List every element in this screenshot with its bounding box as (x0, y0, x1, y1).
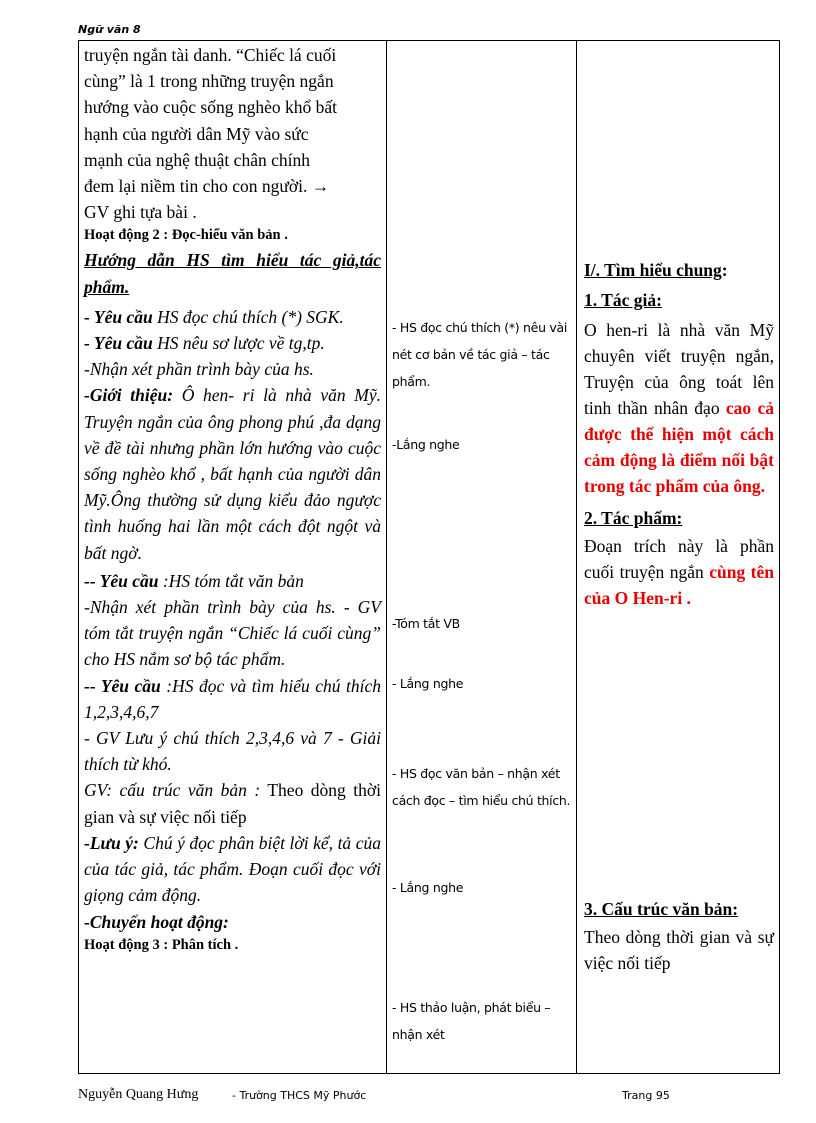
intro-line: hướng vào cuộc sống nghèo khổ bất (84, 97, 337, 118)
intro-line: cùng” là 1 trong những truyện ngắn (84, 71, 334, 92)
note-text: Chú ý đọc phân biệt lời kể, tả của của tác giả, tác phẩm. Đoạn cuối đọc với giọng cảm động. (84, 832, 381, 906)
work-heading (584, 503, 774, 533)
note-label: -Lưu ý: (84, 832, 139, 853)
work-heading-text: 2. Tác phẩm: (584, 508, 683, 528)
activity-3-heading: Hoạt động 3 : Phân tích . (84, 936, 239, 953)
student-activity-3: -Tóm tắt VB (392, 616, 460, 631)
request-text: HS nêu sơ lược về tg,tp. (152, 333, 325, 354)
author-paragraph (584, 317, 774, 499)
request-text: :HS tóm tắt văn bản (158, 570, 304, 591)
student-activity-2: -Lắng nghe (392, 437, 460, 452)
introduction-label: -Giới thiệu: (84, 385, 174, 406)
work-text: Đoạn trích này là phần cuối truyện ngắn (584, 536, 774, 582)
request-1 (84, 304, 381, 330)
comment-1: -Nhận xét phần trình bày của hs. (84, 359, 314, 380)
structure-text: Theo dòng thời gian và sự việc nối tiếp (84, 780, 381, 827)
structure-heading (584, 894, 774, 924)
author-text: O hen-ri là nhà văn Mỹ chuyên viết truyện ngắn, Truyện của ông toát lên tinh thần nhân đạo (584, 320, 774, 418)
author-highlight: cao cả được thể hiện một cách cảm động là điểm nổi bật trong tác phẩm của ông. (584, 398, 774, 496)
teacher-activity-column (84, 42, 381, 955)
structure-note (84, 777, 381, 829)
note-2 (84, 830, 381, 909)
request-text: HS đọc chú thích (*) SGK. (152, 306, 344, 327)
request-label: -- Yêu cầu (84, 675, 161, 696)
note-1: - GV Lưu ý chú thích 2,3,4,6 và 7 - Giải thích từ khó. (84, 728, 381, 775)
column-divider (576, 41, 577, 1073)
author-heading (584, 285, 774, 315)
student-activity-7: - HS thảo luận, phát biểu – nhận xét (392, 1000, 551, 1042)
column-divider (386, 41, 387, 1073)
page-header-subject: Ngữ văn 8 (78, 23, 141, 36)
intro-line: GV ghi tựa bài . (84, 202, 197, 223)
introduction (84, 382, 381, 565)
student-activity-4: - Lắng nghe (392, 676, 464, 691)
activity-2-heading: Hoạt động 2 : Đọc-hiểu văn bản . (84, 227, 288, 244)
request-2 (84, 330, 381, 356)
student-activity-1: - HS đọc chú thích (*) nêu vài nét cơ bản về tác giả – tác phẩm. (392, 320, 567, 389)
intro-line: mạnh của nghệ thuật chân chính (84, 149, 310, 170)
footer-author: Nguyễn Quang Hưng (78, 1087, 199, 1102)
work-paragraph (584, 533, 774, 611)
student-activity-6: - Lắng nghe (392, 880, 464, 895)
intro-line: đem lại niềm tin cho con người. → (84, 176, 330, 197)
introduction-text: Ô hen- ri là nhà văn Mỹ. Truyện ngắn của ông phong phú ,đa dạng về đề tài nhưng phần lớn hướng vào cuộc sống nghèo khổ , bất hạnh của người dân Mỹ.Ông thường sử dụng kiểu đảo ngược tình huống hai lần một cách đột ngột và bất ngờ. (84, 385, 381, 563)
guide-heading: Hướng dẫn HS tìm hiểu tác giả,tác phẩm. (84, 250, 381, 297)
intro-line: hạnh của người dân Mỹ vào sức (84, 123, 309, 144)
structure-paragraph: Theo dòng thời gian và sự việc nối tiếp (584, 927, 774, 973)
request-3 (84, 568, 381, 594)
section-heading-text: I/. Tìm hiểu chung (584, 260, 722, 280)
comment-2: -Nhận xét phần trình bày của hs. - GV tóm tắt truyện ngắn “Chiếc lá cuối cùng” cho HS nắm sơ bộ tác phẩm. (84, 597, 381, 670)
transition: -Chuyển hoạt động: (84, 911, 229, 932)
structure-heading-text: 3. Cấu trúc văn bản: (584, 899, 739, 919)
request-label: - Yêu cầu (84, 333, 153, 354)
request-text: :HS đọc và tìm hiểu chú thích 1,2,3,4,6,7 (84, 675, 381, 722)
structure-block (584, 894, 774, 976)
footer-school: - Trường THCS Mỹ Phước (232, 1089, 367, 1102)
content-column (584, 255, 774, 611)
request-4 (84, 673, 381, 725)
section-heading: I/. Tìm hiểu chung: (584, 260, 728, 280)
request-label: -- Yêu cầu (84, 570, 159, 591)
author-heading-text: 1. Tác giả: (584, 290, 662, 310)
work-highlight: cùng tên của O Hen-ri . (584, 562, 775, 608)
footer-page: Trang 95 (622, 1089, 670, 1102)
request-label: - Yêu cầu (84, 306, 153, 327)
structure-label: GV: cấu trúc văn bản : (84, 780, 261, 801)
intro-line: truyện ngắn tài danh. “Chiếc lá cuối (84, 45, 337, 65)
student-activity-5: - HS đọc văn bản – nhận xét cách đọc – tìm hiểu chú thích. (392, 766, 571, 808)
